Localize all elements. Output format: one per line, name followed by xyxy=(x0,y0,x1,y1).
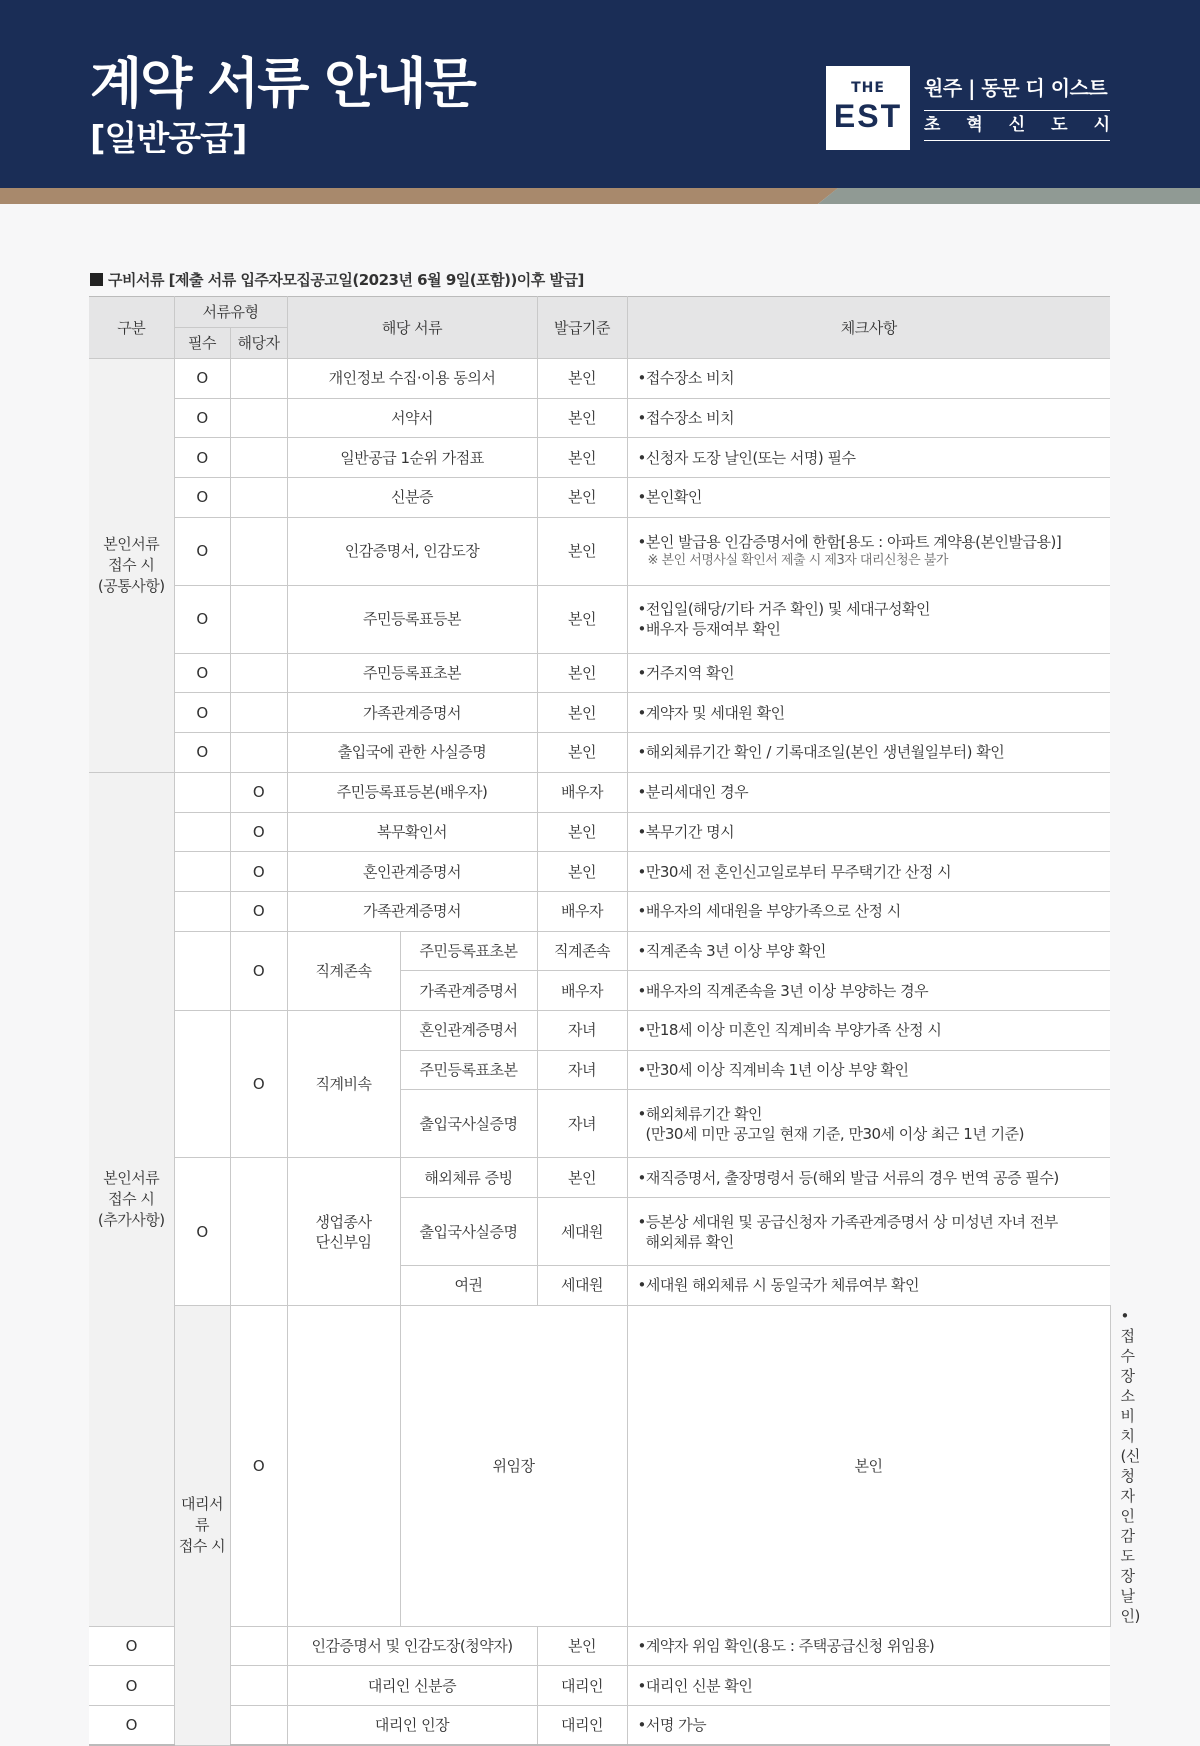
table-row xyxy=(89,478,1110,518)
required-mark: O xyxy=(174,359,230,399)
required-mark xyxy=(174,891,230,931)
issuer-cell: 직계존속 xyxy=(537,931,627,971)
group-business xyxy=(287,1158,400,1305)
applicable-mark xyxy=(230,478,287,518)
table-row xyxy=(89,585,1110,653)
issuer-cell: 대리인 xyxy=(537,1706,627,1746)
required-mark: O xyxy=(174,438,230,478)
issuer-cell: 본인 xyxy=(537,1626,627,1666)
check-cell: •만18세 이상 미혼인 직계비속 부양가족 산정 시 xyxy=(627,1010,1110,1050)
required-mark: O xyxy=(174,733,230,773)
header-check: 체크사항 xyxy=(627,297,1110,359)
applicable-mark: O xyxy=(230,852,287,892)
issuer-cell: 본인 xyxy=(537,852,627,892)
issuer-cell: 본인 xyxy=(537,653,627,693)
tagline-char: 신 xyxy=(1008,115,1026,135)
header-required: 필수 xyxy=(174,328,230,359)
issuer-cell: 자녀 xyxy=(537,1050,627,1090)
document-cell: 출입국사실증명 xyxy=(400,1198,537,1266)
header-applicable: 해당자 xyxy=(230,328,287,359)
check-cell xyxy=(627,585,1110,653)
required-mark xyxy=(174,931,230,1010)
applicable-mark xyxy=(230,438,287,478)
check-cell: •직계존속 3년 이상 부양 확인 xyxy=(627,931,1110,971)
table-row xyxy=(89,772,1110,812)
issuer-cell: 배우자 xyxy=(537,772,627,812)
table-row xyxy=(89,398,1110,438)
issuer-cell: 배우자 xyxy=(537,971,627,1011)
check-cell: •본인확인 xyxy=(627,478,1110,518)
required-mark xyxy=(174,772,230,812)
tagline-char: 초 xyxy=(924,115,941,135)
document-cell: 위임장 xyxy=(400,1305,627,1626)
check-text: •등본상 세대원 및 공급신청자 가족관계증명서 상 미성년 자녀 전부 xyxy=(637,1212,1058,1231)
applicable-mark xyxy=(230,1706,287,1746)
check-cell xyxy=(627,1198,1110,1266)
section-title-text: 구비서류 [제출 서류 입주자모집공고일(2023년 6월 9일(포함))이후 발급] xyxy=(108,271,584,289)
check-cell: •신청자 도장 날인(또는 서명) 필수 xyxy=(627,438,1110,478)
category-additional xyxy=(89,772,174,1626)
check-cell: •해외체류기간 확인 / 기록대조일(본인 생년월일부터) 확인 xyxy=(627,733,1110,773)
applicable-mark xyxy=(230,398,287,438)
square-bullet-icon xyxy=(90,273,103,286)
required-mark xyxy=(174,1010,230,1157)
required-mark: O xyxy=(89,1626,174,1666)
applicable-mark xyxy=(230,517,287,585)
document-cell: 혼인관계증명서 xyxy=(287,852,537,892)
check-cell: •분리세대인 경우 xyxy=(627,772,1110,812)
applicable-mark xyxy=(230,733,287,773)
brand-logo xyxy=(826,66,910,150)
document-cell: 여권 xyxy=(400,1266,537,1306)
table-header-row xyxy=(89,297,1110,328)
document-cell: 출입국에 관한 사실증명 xyxy=(287,733,537,773)
check-cell: •복무기간 명시 xyxy=(627,812,1110,852)
applicable-mark xyxy=(230,1158,287,1305)
applicable-mark: O xyxy=(230,931,287,1010)
issuer-cell: 세대원 xyxy=(537,1198,627,1266)
document-cell: 가족관계증명서 xyxy=(287,693,537,733)
header-banner xyxy=(0,0,1200,188)
header-category: 구분 xyxy=(89,297,174,359)
table-row xyxy=(89,891,1110,931)
brand-divider xyxy=(924,140,1110,141)
issuer-cell: 자녀 xyxy=(537,1090,627,1158)
required-mark: O xyxy=(89,1706,174,1746)
brand-tagline xyxy=(924,114,1110,136)
issuer-cell: 본인 xyxy=(537,693,627,733)
table-row: 대리서류 접수 시 O 위임장 본인 •접수장소 비치(신청자 인감도장 날인) xyxy=(89,1305,1110,1626)
tagline-char: 혁 xyxy=(966,115,983,135)
applicable-mark: O xyxy=(230,891,287,931)
issuer-cell: 자녀 xyxy=(537,1010,627,1050)
required-mark: O xyxy=(174,398,230,438)
category-label: 본인서류 접수 시 (추가사항) xyxy=(97,1168,165,1229)
accent-band-right xyxy=(818,188,1200,204)
issuer-cell: 본인 xyxy=(537,517,627,585)
check-text: •전입일(해당/기타 거주 확인) 및 세대구성확인 xyxy=(637,600,931,619)
brand-divider xyxy=(924,110,1110,111)
applicable-mark xyxy=(230,1626,287,1666)
check-cell: •계약자 및 세대원 확인 xyxy=(627,693,1110,733)
check-cell: •만30세 전 혼인신고일로부터 무주택기간 산정 시 xyxy=(627,852,1110,892)
required-mark: O xyxy=(174,653,230,693)
applicable-mark xyxy=(230,359,287,399)
issuer-cell: 본인 xyxy=(537,585,627,653)
accent-band-left xyxy=(0,188,838,204)
check-cell xyxy=(627,1090,1110,1158)
group-descendant: 직계비속 xyxy=(287,1010,400,1157)
check-cell: •배우자의 직계존속을 3년 이상 부양하는 경우 xyxy=(627,971,1110,1011)
issuer-cell: 본인 xyxy=(537,1158,627,1198)
header-doc-type: 서류유형 xyxy=(174,297,287,328)
applicable-mark xyxy=(230,653,287,693)
page-title: 계약 서류 안내문 xyxy=(90,52,475,115)
applicable-mark xyxy=(230,693,287,733)
check-note: ※ 본인 서명사실 확인서 제출 시 제3자 대리신청은 불가 xyxy=(647,553,948,569)
document-cell: 개인정보 수집·이용 동의서 xyxy=(287,359,537,399)
check-cell: •거주지역 확인 xyxy=(627,653,1110,693)
check-cell: •만30세 이상 직계비속 1년 이상 부양 확인 xyxy=(627,1050,1110,1090)
check-cell: •접수장소 비치 xyxy=(627,398,1110,438)
required-mark: O xyxy=(174,693,230,733)
document-cell: 주민등록표등본 xyxy=(287,585,537,653)
document-cell: 복무확인서 xyxy=(287,812,537,852)
table-row xyxy=(89,812,1110,852)
page-subtitle: [일반공급] xyxy=(90,119,247,159)
table-row xyxy=(89,1666,1110,1706)
table-row xyxy=(89,359,1110,399)
check-text: •배우자 등재여부 확인 xyxy=(637,620,781,639)
section-title xyxy=(90,270,584,290)
logo-the-text: THE xyxy=(851,80,885,96)
issuer-cell: 본인 xyxy=(537,733,627,773)
table-row xyxy=(89,852,1110,892)
check-text: •본인 발급용 인감증명서에 한함[용도 : 아파트 계약용(본인발급용)] xyxy=(637,533,1062,552)
logo-est-text: EST xyxy=(833,98,903,134)
applicable-mark xyxy=(287,1305,400,1626)
document-cell: 주민등록표등본(배우자) xyxy=(287,772,537,812)
required-mark: O xyxy=(174,517,230,585)
document-cell: 인감증명서 및 인감도장(청약자) xyxy=(287,1626,537,1666)
issuer-cell: 본인 xyxy=(537,359,627,399)
issuer-cell: 본인 xyxy=(537,438,627,478)
table-row xyxy=(89,1010,1110,1050)
issuer-cell: 배우자 xyxy=(537,891,627,931)
issuer-cell: 대리인 xyxy=(537,1666,627,1706)
document-cell: 해외체류 증빙 xyxy=(400,1158,537,1198)
check-cell: •서명 가능 xyxy=(627,1706,1110,1746)
document-cell: 주민등록표초본 xyxy=(400,931,537,971)
document-cell: 혼인관계증명서 xyxy=(400,1010,537,1050)
table-row xyxy=(89,1158,1110,1198)
required-mark: O xyxy=(174,478,230,518)
document-cell: 서약서 xyxy=(287,398,537,438)
required-mark: O xyxy=(174,585,230,653)
check-text: (만30세 미만 공고일 현재 기준, 만30세 이상 최근 1년 기준) xyxy=(645,1124,1024,1143)
table-row xyxy=(89,931,1110,971)
table-row xyxy=(89,733,1110,773)
group-ascendant: 직계존속 xyxy=(287,931,400,1010)
check-cell: •접수장소 비치 xyxy=(627,359,1110,399)
document-cell: 대리인 인장 xyxy=(287,1706,537,1746)
group-business-label: 생업종사 단신부임 xyxy=(315,1212,372,1251)
issuer-cell: 본인 xyxy=(627,1305,1110,1626)
document-cell: 인감증명서, 인감도장 xyxy=(287,517,537,585)
documents-table xyxy=(89,296,1140,1746)
category-label: 대리서류 접수 시 xyxy=(178,1494,226,1555)
required-mark xyxy=(174,852,230,892)
required-mark xyxy=(174,812,230,852)
check-cell: •배우자의 세대원을 부양가족으로 산정 시 xyxy=(627,891,1110,931)
check-cell xyxy=(627,517,1110,585)
check-cell: •계약자 위임 확인(용도 : 주택공급신청 위임용) xyxy=(627,1626,1110,1666)
required-mark: O xyxy=(230,1305,287,1626)
required-mark: O xyxy=(174,1158,230,1305)
applicable-mark: O xyxy=(230,772,287,812)
document-cell: 주민등록표초본 xyxy=(287,653,537,693)
table-row xyxy=(89,1706,1110,1746)
check-cell: •재직증명서, 출장명령서 등(해외 발급 서류의 경우 번역 공증 필수) xyxy=(627,1158,1110,1198)
document-cell: 가족관계증명서 xyxy=(287,891,537,931)
header-issuer: 발급기준 xyxy=(537,297,627,359)
check-text: 해외체류 확인 xyxy=(645,1232,734,1251)
category-common xyxy=(89,359,174,773)
document-cell: 신분증 xyxy=(287,478,537,518)
category-proxy xyxy=(174,1305,230,1745)
required-mark: O xyxy=(89,1666,174,1706)
header-document: 해당 서류 xyxy=(287,297,537,359)
document-cell: 일반공급 1순위 가점표 xyxy=(287,438,537,478)
tagline-char: 시 xyxy=(1093,115,1110,135)
issuer-cell: 본인 xyxy=(537,398,627,438)
applicable-mark xyxy=(230,585,287,653)
applicable-mark: O xyxy=(230,812,287,852)
document-cell: 주민등록표초본 xyxy=(400,1050,537,1090)
document-cell: 가족관계증명서 xyxy=(400,971,537,1011)
applicable-mark xyxy=(230,1666,287,1706)
table-row xyxy=(89,1626,1110,1666)
category-label: 본인서류 접수 시 (공통사항) xyxy=(97,534,165,595)
issuer-cell: 세대원 xyxy=(537,1266,627,1306)
document-cell: 대리인 신분증 xyxy=(287,1666,537,1706)
applicable-mark: O xyxy=(230,1010,287,1157)
issuer-cell: 본인 xyxy=(537,812,627,852)
tagline-char: 도 xyxy=(1051,115,1068,135)
table-row xyxy=(89,653,1110,693)
check-cell: •대리인 신분 확인 xyxy=(627,1666,1110,1706)
table-row xyxy=(89,438,1110,478)
brand-name: 원주 | 동문 디 이스트 xyxy=(924,76,1108,100)
check-text: •해외체류기간 확인 xyxy=(637,1104,763,1123)
document-cell: 출입국사실증명 xyxy=(400,1090,537,1158)
check-cell: •세대원 해외체류 시 동일국가 체류여부 확인 xyxy=(627,1266,1110,1306)
table-row xyxy=(89,693,1110,733)
table-row xyxy=(89,517,1110,585)
issuer-cell: 본인 xyxy=(537,478,627,518)
